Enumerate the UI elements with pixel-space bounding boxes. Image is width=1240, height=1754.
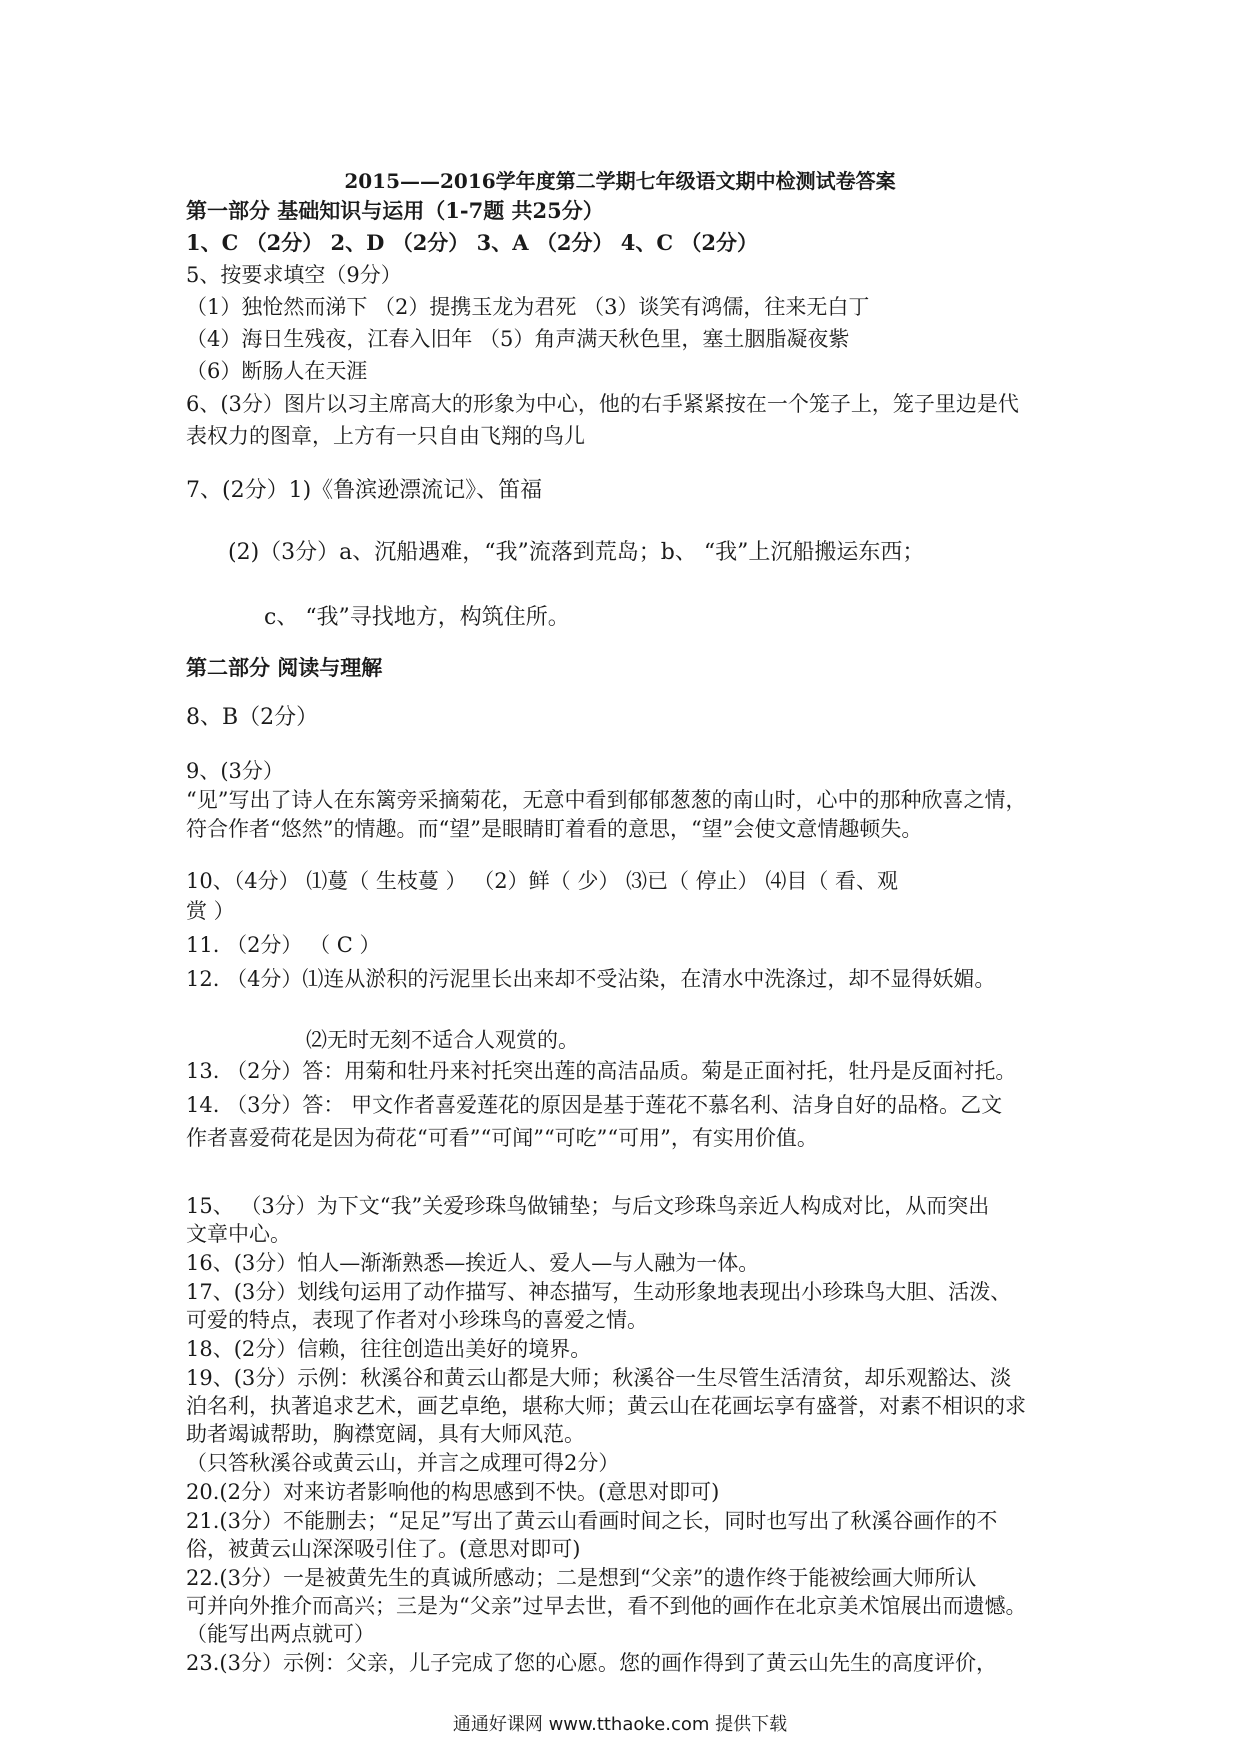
answer-q9-line1: “见”写出了诗人在东篱旁采摘菊花，无意中看到郁郁葱葱的南山时，心中的那种欣喜之情， [186,788,1027,812]
answer-q16: 16、(3分）怕人—渐渐熟悉—挨近人、爱人—与人融为一体。 [186,1251,760,1275]
answer-q6-line2: 表权力的图章，上方有一只自由飞翔的鸟儿 [186,424,585,448]
answer-q6-line1: 6、(3分）图片以习主席高大的形象为中心，他的右手紧紧按在一个笼子上，笼子里边是代 [186,392,1019,416]
answer-q20: 20.(2分）对来访者影响他的构思感到不快。(意思对即可) [186,1480,720,1504]
answer-q12-line1: 12. （4分）⑴连从淤积的污泥里长出来却不受沾染，在清水中洗涤过，却不显得妖媚。 [186,967,996,991]
answer-q8: 8、B（2分） [186,705,319,730]
answer-q7-line3: c、 “我”寻找地方，构筑住所。 [264,605,570,630]
answer-q13: 13. （2分）答：用菊和牡丹来衬托突出莲的高洁品质。菊是正面衬托，牡丹是反面衬托。 [186,1059,1017,1083]
answer-q19-line2: 泊名利，执著追求艺术，画艺卓绝，堪称大师；黄云山在花画坛享有盛誉，对素不相识的求 [186,1394,1026,1418]
answer-q12-line2: ⑵无时无刻不适合人观赏的。 [306,1028,579,1052]
answer-q5-line1: （1）独怆然而涕下 （2）提携玉龙为君死 （3）谈笑有鸿儒，往来无白丁 [186,295,870,319]
answer-q1-4: 1、C （2分） 2、D （2分） 3、A （2分） 4、C （2分） [186,230,759,255]
answer-q18: 18、(2分）信赖，往往创造出美好的境界。 [186,1337,592,1361]
answer-q5-line2: （4）海日生残夜，江春入旧年 （5）角声满天秋色里，塞土胭脂凝夜紫 [186,327,850,351]
answer-q22-line3: （能写出两点就可） [186,1622,375,1646]
answer-q15-line2: 文章中心。 [186,1222,291,1246]
answer-q21-line1: 21.(3分）不能删去；“足足”写出了黄云山看画时间之长，同时也写出了秋溪谷画作的不 [186,1509,998,1533]
answer-q15-line1: 15、 （3分）为下文“我”关爱珍珠鸟做铺垫；与后文珍珠鸟亲近人构成对比，从而突出 [186,1194,990,1218]
answer-q14-line2: 作者喜爱荷花是因为荷花“可看”“可闻”“可吃”“可用”，有实用价值。 [186,1126,818,1150]
answer-q22-line2: 可并向外推介而高兴；三是为“父亲”过早去世，看不到他的画作在北京美术馆展出而遗憾。 [186,1594,1027,1618]
answer-q7-line2: (2)（3分）a、沉船遇难，“我”流落到荒岛；b、 “我”上沉船搬运东西； [228,540,925,565]
answer-q21-line2: 俗，被黄云山深深吸引住了。(意思对即可) [186,1537,581,1561]
answer-q10-line1: 10、（4分） ⑴蔓（ 生枝蔓 ） （2）鲜（ 少） ⑶已（ 停止） ⑷目（ 看、观 [186,869,899,893]
part1-heading: 第一部分 基础知识与运用（1-7题 共25分） [186,198,604,223]
answer-q19-line1: 19、(3分）示例：秋溪谷和黄云山都是大师；秋溪谷一生尽管生活清贫，却乐观豁达、淡 [186,1366,1012,1390]
footer-credit: 通通好课网 www.tthaoke.com 提供下载 [452,1714,788,1735]
answer-q22-line1: 22.(3分）一是被黄先生的真诚所感动；二是想到“父亲”的遗作终于能被绘画大师所认 [186,1566,977,1590]
answer-q10-line2: 赏 ） [186,899,235,923]
answer-q5-head: 5、按要求填空（9分） [186,263,402,287]
part2-heading: 第二部分 阅读与理解 [186,655,383,680]
answer-q7-line1: 7、(2分）1)《鲁滨逊漂流记》、笛福 [186,478,543,503]
answer-q17-line2: 可爱的特点，表现了作者对小珍珠鸟的喜爱之情。 [186,1308,648,1332]
answer-q17-line1: 17、(3分）划线句运用了动作描写、神态描写，生动形象地表现出小珍珠鸟大胆、活泼、 [186,1280,1012,1304]
answer-q19-line3: 助者竭诚帮助，胸襟宽阔，具有大师风范。 [186,1422,585,1446]
answer-q11: 11. （2分） （ C ） [186,933,381,957]
answer-q5-line3: （6）断肠人在天涯 [186,359,368,383]
answer-q9-line2: 符合作者“悠然”的情趣。而“望”是眼睛盯着看的意思，“望”会使文意情趣顿失。 [186,817,923,841]
answer-q23-line1: 23.(3分）示例：父亲，儿子完成了您的心愿。您的画作得到了黄云山先生的高度评价， [186,1651,997,1675]
page-title: 2015——2016学年度第二学期七年级语文期中检测试卷答案 [344,169,896,193]
answer-q19-line4: （只答秋溪谷或黄云山，并言之成理可得2分） [186,1451,620,1475]
answer-q14-line1: 14. （3分）答： 甲文作者喜爱莲花的原因是基于莲花不慕名利、洁身自好的品格。乙文 [186,1093,1003,1117]
answer-q9-head: 9、(3分） [186,759,284,783]
